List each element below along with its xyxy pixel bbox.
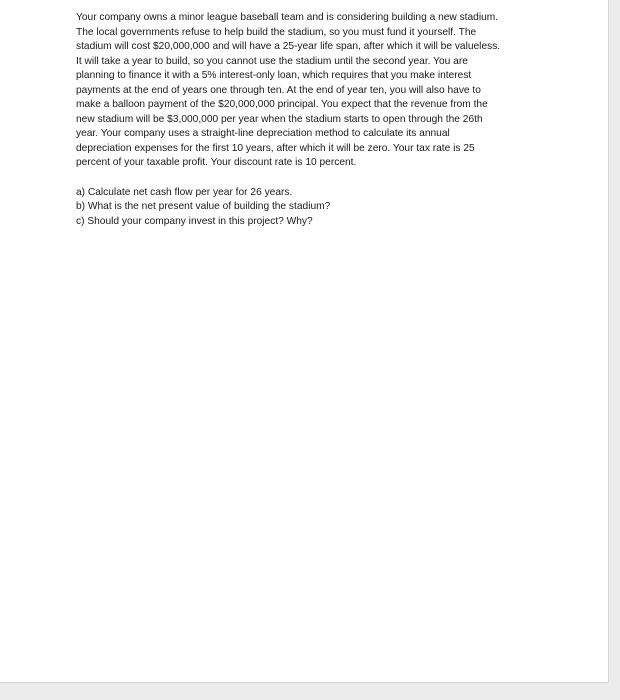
problem-line: Your company owns a minor league baseball team and is considering building a new stadium. xyxy=(76,12,499,23)
problem-line: The local governments refuse to help build the stadium, so you must fund it yourself. The xyxy=(76,26,477,38)
problem-line: percent of your taxable profit. Your discount rate is 10 percent. xyxy=(76,157,357,168)
problem-line: planning to finance it with a 5% interest-only loan, which requires that you make interest xyxy=(76,70,472,81)
question-c: c) Should your company invest in this project? Why? xyxy=(76,215,313,227)
problem-line: stadium will cost $20,000,000 and will have a 25-year life span, after which it will be valueless. xyxy=(76,41,501,52)
question-list xyxy=(76,186,546,230)
problem-line: payments at the end of years one through ten. At the end of year ten, you will also have to xyxy=(76,84,481,96)
problem-line: year. Your company uses a straight-line depreciation method to calculate its annual xyxy=(76,128,450,139)
problem-line: depreciation expenses for the first 10 years, after which it will be zero. Your tax rate is 25 xyxy=(76,142,475,154)
question-a: a) Calculate net cash flow per year for 26 years. xyxy=(76,186,293,198)
problem-content xyxy=(76,11,546,229)
question-b: b) What is the net present value of building the stadium? xyxy=(76,201,331,212)
problem-statement xyxy=(76,11,546,171)
problem-line: make a balloon payment of the $20,000,000 principal. You expect that the revenue from the xyxy=(76,99,488,110)
problem-line: new stadium will be $3,000,000 per year when the stadium starts to open through the 26th xyxy=(76,113,483,125)
problem-line: It will take a year to build, so you cannot use the stadium until the second year. You are xyxy=(76,55,468,67)
